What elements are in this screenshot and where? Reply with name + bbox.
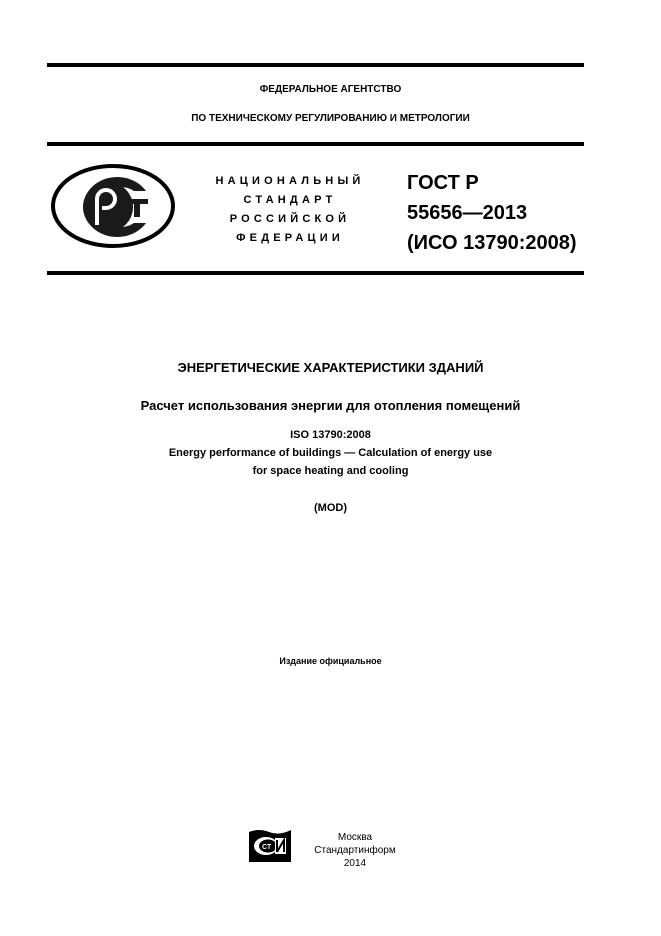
english-title-line-1: Energy performance of buildings — Calculation of energy use xyxy=(168,447,493,459)
document-title: ЭНЕРГЕТИЧЕСКИЕ ХАРАКТЕРИСТИКИ ЗДАНИЙ xyxy=(177,360,484,375)
standartinform-logo-icon xyxy=(249,828,291,867)
gost-r-logo-icon xyxy=(50,163,176,254)
publisher-name: Стандартинформ xyxy=(314,845,396,856)
gost-designation xyxy=(407,168,577,258)
national-line-1: НАЦИОНАЛЬНЫЙ xyxy=(215,175,365,187)
header-rule xyxy=(47,142,584,146)
gost-prefix: ГОСТ Р xyxy=(407,172,479,194)
publisher-info xyxy=(300,831,410,870)
top-rule xyxy=(47,63,584,67)
publication-year: 2014 xyxy=(343,858,367,869)
publisher-city: Москва xyxy=(337,832,373,843)
english-title-line-2: for space heating and cooling xyxy=(252,465,409,477)
agency-line-2: ПО ТЕХНИЧЕСКОМУ РЕГУЛИРОВАНИЮ И МЕТРОЛОГИИ xyxy=(191,113,470,124)
gost-number: 55656—2013 xyxy=(407,202,528,224)
national-line-3: РОССИЙСКОЙ xyxy=(229,213,351,225)
document-subtitle: Расчет использования энергии для отопления помещений xyxy=(140,398,521,413)
svg-text:СТ: СТ xyxy=(262,844,272,851)
standard-block-rule xyxy=(47,271,584,275)
iso-equivalent: (ИСО 13790:2008) xyxy=(407,232,577,254)
national-standard-label xyxy=(200,172,380,248)
agency-line-1: ФЕДЕРАЛЬНОЕ АГЕНТСТВО xyxy=(259,84,402,95)
iso-reference: ISO 13790:2008 xyxy=(290,429,371,441)
modification-label: (MOD) xyxy=(314,502,347,514)
national-line-4: ФЕДЕРАЦИИ xyxy=(236,232,344,244)
national-line-2: СТАНДАРТ xyxy=(243,194,337,206)
edition-label: Издание официальное xyxy=(279,656,382,666)
